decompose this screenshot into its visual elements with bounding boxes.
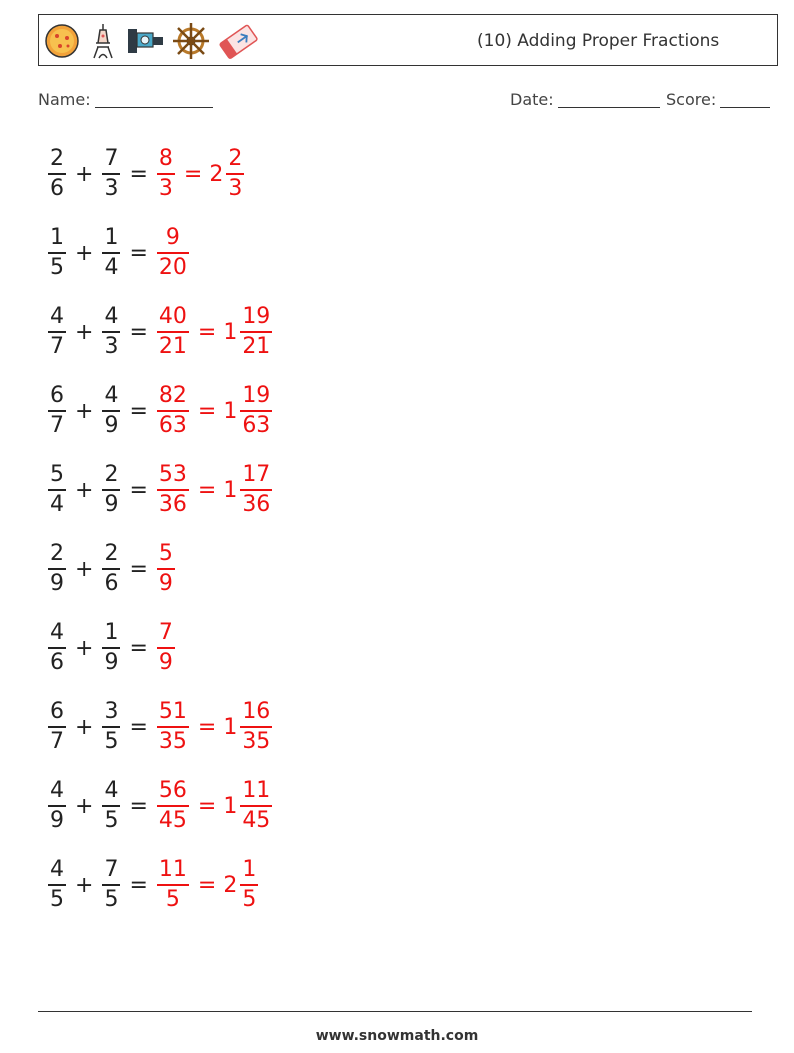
second-fraction-denominator: 9 [104, 649, 119, 675]
eiffel-tower-icon [87, 21, 119, 61]
answer-fraction [157, 778, 189, 834]
fraction-bar [157, 252, 189, 254]
mixed-fraction-numerator: 19 [242, 383, 271, 409]
plus-sign: + [75, 793, 94, 819]
answer-fraction-denominator: 45 [158, 807, 187, 833]
problem-row [46, 695, 274, 759]
answer-equals-sign: = [197, 398, 217, 424]
pizza-icon [43, 22, 81, 60]
fraction-bar [240, 884, 258, 886]
fraction-bar [102, 568, 120, 570]
answer-fraction [157, 383, 189, 439]
mixed-fraction-numerator: 17 [242, 462, 271, 488]
answer-fraction [157, 146, 175, 202]
answer-fraction-numerator: 40 [158, 304, 187, 330]
mixed-fraction [226, 146, 244, 202]
mixed-whole: 1 [223, 319, 238, 345]
problem-row [46, 616, 177, 680]
mixed-fraction-denominator: 45 [242, 807, 271, 833]
score-label: Score: [666, 90, 717, 109]
second-fraction [102, 778, 120, 834]
mixed-whole: 1 [223, 793, 238, 819]
second-fraction [102, 857, 120, 913]
fraction-bar [102, 726, 120, 728]
answer-fraction-denominator: 35 [158, 728, 187, 754]
fraction-bar [157, 410, 189, 412]
answer-fraction-numerator: 7 [158, 620, 173, 646]
answer-equals-sign: = [197, 872, 217, 898]
first-fraction [48, 383, 66, 439]
equals-sign: = [129, 635, 148, 661]
answer-fraction-numerator: 51 [158, 699, 187, 725]
plane-ticket-icon [217, 20, 259, 62]
footer-website: www.snowmath.com [315, 1028, 479, 1044]
equals-sign: = [129, 398, 148, 424]
first-fraction-denominator: 4 [50, 491, 64, 517]
mixed-fraction-denominator: 36 [242, 491, 271, 517]
answer-fraction-numerator: 11 [158, 857, 187, 883]
fraction-bar [48, 331, 66, 333]
plus-sign: + [75, 240, 94, 266]
fraction-bar [240, 726, 272, 728]
second-fraction [102, 146, 120, 202]
first-fraction-numerator: 4 [50, 857, 64, 883]
mixed-fraction-numerator: 19 [242, 304, 271, 330]
fraction-bar [102, 805, 120, 807]
mixed-fraction [240, 778, 272, 834]
first-fraction-denominator: 6 [50, 649, 64, 675]
first-fraction-numerator: 4 [50, 620, 64, 646]
problem-row [46, 221, 191, 285]
fraction-bar [102, 252, 120, 254]
second-fraction-numerator: 7 [104, 146, 119, 172]
second-fraction-denominator: 5 [104, 886, 119, 912]
first-fraction-denominator: 6 [50, 175, 64, 201]
plus-sign: + [75, 872, 94, 898]
fraction-bar [48, 805, 66, 807]
second-fraction-numerator: 1 [104, 620, 119, 646]
plus-sign: + [75, 319, 94, 345]
second-fraction-denominator: 4 [104, 254, 119, 280]
problem-row [46, 537, 177, 601]
worksheet-header [38, 14, 778, 66]
plus-sign: + [75, 398, 94, 424]
mixed-fraction [240, 304, 272, 360]
mixed-fraction-denominator: 63 [242, 412, 271, 438]
second-fraction-denominator: 3 [104, 175, 119, 201]
first-fraction [48, 304, 66, 360]
answer-fraction [157, 620, 175, 676]
plus-sign: + [75, 556, 94, 582]
answer-fraction [157, 225, 189, 281]
fraction-bar [48, 173, 66, 175]
problem-row [46, 300, 274, 364]
second-fraction-numerator: 7 [104, 857, 119, 883]
plus-sign: + [75, 714, 94, 740]
mixed-fraction [240, 857, 258, 913]
equals-sign: = [129, 477, 148, 503]
mixed-whole: 1 [223, 398, 238, 424]
first-fraction-numerator: 1 [50, 225, 64, 251]
header-icons [43, 19, 259, 63]
answer-fraction-denominator: 3 [158, 175, 173, 201]
answer-fraction-numerator: 5 [158, 541, 173, 567]
answer-fraction-denominator: 20 [158, 254, 187, 280]
fraction-bar [48, 884, 66, 886]
equals-sign: = [129, 793, 148, 819]
first-fraction-denominator: 7 [50, 333, 64, 359]
second-fraction-numerator: 1 [104, 225, 119, 251]
fraction-bar [102, 647, 120, 649]
problem-row [46, 379, 274, 443]
second-fraction [102, 462, 120, 518]
date-blank[interactable] [558, 91, 660, 108]
fraction-bar [102, 331, 120, 333]
first-fraction-numerator: 2 [50, 541, 64, 567]
equals-sign: = [129, 872, 148, 898]
first-fraction-numerator: 6 [50, 383, 64, 409]
first-fraction-denominator: 9 [50, 807, 64, 833]
fraction-bar [226, 173, 244, 175]
name-label: Name: [38, 90, 91, 109]
problem-row [46, 774, 274, 838]
answer-fraction-denominator: 36 [158, 491, 187, 517]
second-fraction [102, 304, 120, 360]
second-fraction-denominator: 6 [104, 570, 119, 596]
equals-sign: = [129, 161, 148, 187]
equals-sign: = [129, 714, 148, 740]
fraction-bar [240, 805, 272, 807]
worksheet-title: (10) Adding Proper Fractions [477, 31, 720, 51]
mixed-fraction [240, 383, 272, 439]
fraction-bar [157, 647, 175, 649]
answer-fraction-numerator: 56 [158, 778, 187, 804]
second-fraction-numerator: 3 [104, 699, 119, 725]
answer-fraction-denominator: 21 [158, 333, 187, 359]
equals-sign: = [129, 556, 148, 582]
answer-fraction-denominator: 9 [158, 649, 173, 675]
fraction-bar [102, 410, 120, 412]
fraction-bar [48, 568, 66, 570]
first-fraction-numerator: 6 [50, 699, 64, 725]
first-fraction [48, 225, 66, 281]
mixed-whole: 1 [223, 477, 238, 503]
mixed-fraction-numerator: 2 [228, 146, 243, 172]
mixed-whole: 2 [223, 872, 238, 898]
score-blank[interactable] [720, 91, 770, 108]
answer-fraction [157, 304, 189, 360]
mixed-fraction-denominator: 5 [242, 886, 257, 912]
mixed-whole: 1 [223, 714, 238, 740]
plus-sign: + [75, 635, 94, 661]
second-fraction [102, 699, 120, 755]
first-fraction [48, 146, 66, 202]
problem-row [46, 142, 246, 206]
second-fraction-denominator: 9 [104, 412, 119, 438]
first-fraction-numerator: 2 [50, 146, 64, 172]
first-fraction-denominator: 9 [50, 570, 64, 596]
second-fraction-denominator: 3 [104, 333, 119, 359]
fraction-bar [157, 726, 189, 728]
answer-fraction-numerator: 8 [158, 146, 173, 172]
equals-sign: = [129, 319, 148, 345]
second-fraction-numerator: 2 [104, 541, 119, 567]
date-field [510, 90, 660, 109]
answer-fraction-numerator: 53 [158, 462, 187, 488]
first-fraction-numerator: 4 [50, 778, 64, 804]
mixed-whole: 2 [209, 161, 224, 187]
answer-equals-sign: = [197, 714, 217, 740]
camera-icon [125, 21, 165, 61]
answer-equals-sign: = [197, 319, 217, 345]
fraction-bar [157, 173, 175, 175]
second-fraction-denominator: 9 [104, 491, 119, 517]
first-fraction-denominator: 5 [50, 254, 64, 280]
second-fraction-denominator: 5 [104, 728, 119, 754]
mixed-fraction [240, 699, 272, 755]
first-fraction-numerator: 5 [50, 462, 64, 488]
second-fraction [102, 620, 120, 676]
fraction-bar [157, 568, 175, 570]
fraction-bar [240, 331, 272, 333]
plus-sign: + [75, 161, 94, 187]
second-fraction [102, 541, 120, 597]
answer-fraction-numerator: 9 [165, 225, 180, 251]
mixed-fraction-denominator: 35 [242, 728, 271, 754]
second-fraction [102, 225, 120, 281]
first-fraction [48, 857, 66, 913]
second-fraction-numerator: 4 [104, 383, 119, 409]
second-fraction-numerator: 4 [104, 778, 119, 804]
first-fraction-denominator: 5 [50, 886, 64, 912]
answer-equals-sign: = [197, 477, 217, 503]
fraction-bar [102, 173, 120, 175]
mixed-fraction [240, 462, 272, 518]
answer-fraction-denominator: 9 [158, 570, 173, 596]
fraction-bar [157, 331, 189, 333]
first-fraction [48, 462, 66, 518]
problem-row [46, 853, 260, 917]
answer-equals-sign: = [183, 161, 203, 187]
fraction-bar [157, 489, 189, 491]
name-blank[interactable] [95, 91, 213, 108]
mixed-fraction-denominator: 21 [242, 333, 271, 359]
footer-divider [38, 1011, 752, 1012]
answer-fraction-numerator: 82 [158, 383, 187, 409]
fraction-bar [240, 489, 272, 491]
problem-row [46, 458, 274, 522]
second-fraction-denominator: 5 [104, 807, 119, 833]
answer-fraction [157, 541, 175, 597]
mixed-fraction-numerator: 11 [242, 778, 271, 804]
name-field [38, 90, 213, 109]
first-fraction-numerator: 4 [50, 304, 64, 330]
first-fraction-denominator: 7 [50, 412, 64, 438]
fraction-bar [48, 252, 66, 254]
answer-equals-sign: = [197, 793, 217, 819]
fraction-bar [102, 884, 120, 886]
score-field [666, 90, 770, 109]
answer-fraction [157, 699, 189, 755]
answer-fraction [157, 857, 189, 913]
equals-sign: = [129, 240, 148, 266]
first-fraction [48, 699, 66, 755]
ship-wheel-icon [171, 21, 211, 61]
fraction-bar [157, 884, 189, 886]
mixed-fraction-numerator: 16 [242, 699, 271, 725]
first-fraction [48, 620, 66, 676]
mixed-fraction-denominator: 3 [228, 175, 243, 201]
plus-sign: + [75, 477, 94, 503]
mixed-fraction-numerator: 1 [242, 857, 257, 883]
first-fraction [48, 778, 66, 834]
answer-fraction [157, 462, 189, 518]
first-fraction-denominator: 7 [50, 728, 64, 754]
second-fraction [102, 383, 120, 439]
fraction-bar [48, 647, 66, 649]
fraction-bar [240, 410, 272, 412]
second-fraction-numerator: 4 [104, 304, 119, 330]
date-label: Date: [510, 90, 554, 109]
fraction-bar [102, 489, 120, 491]
answer-fraction-denominator: 5 [165, 886, 180, 912]
second-fraction-numerator: 2 [104, 462, 119, 488]
fraction-bar [157, 805, 189, 807]
first-fraction [48, 541, 66, 597]
fraction-bar [48, 410, 66, 412]
fraction-bar [48, 489, 66, 491]
fraction-bar [48, 726, 66, 728]
answer-fraction-denominator: 63 [158, 412, 187, 438]
